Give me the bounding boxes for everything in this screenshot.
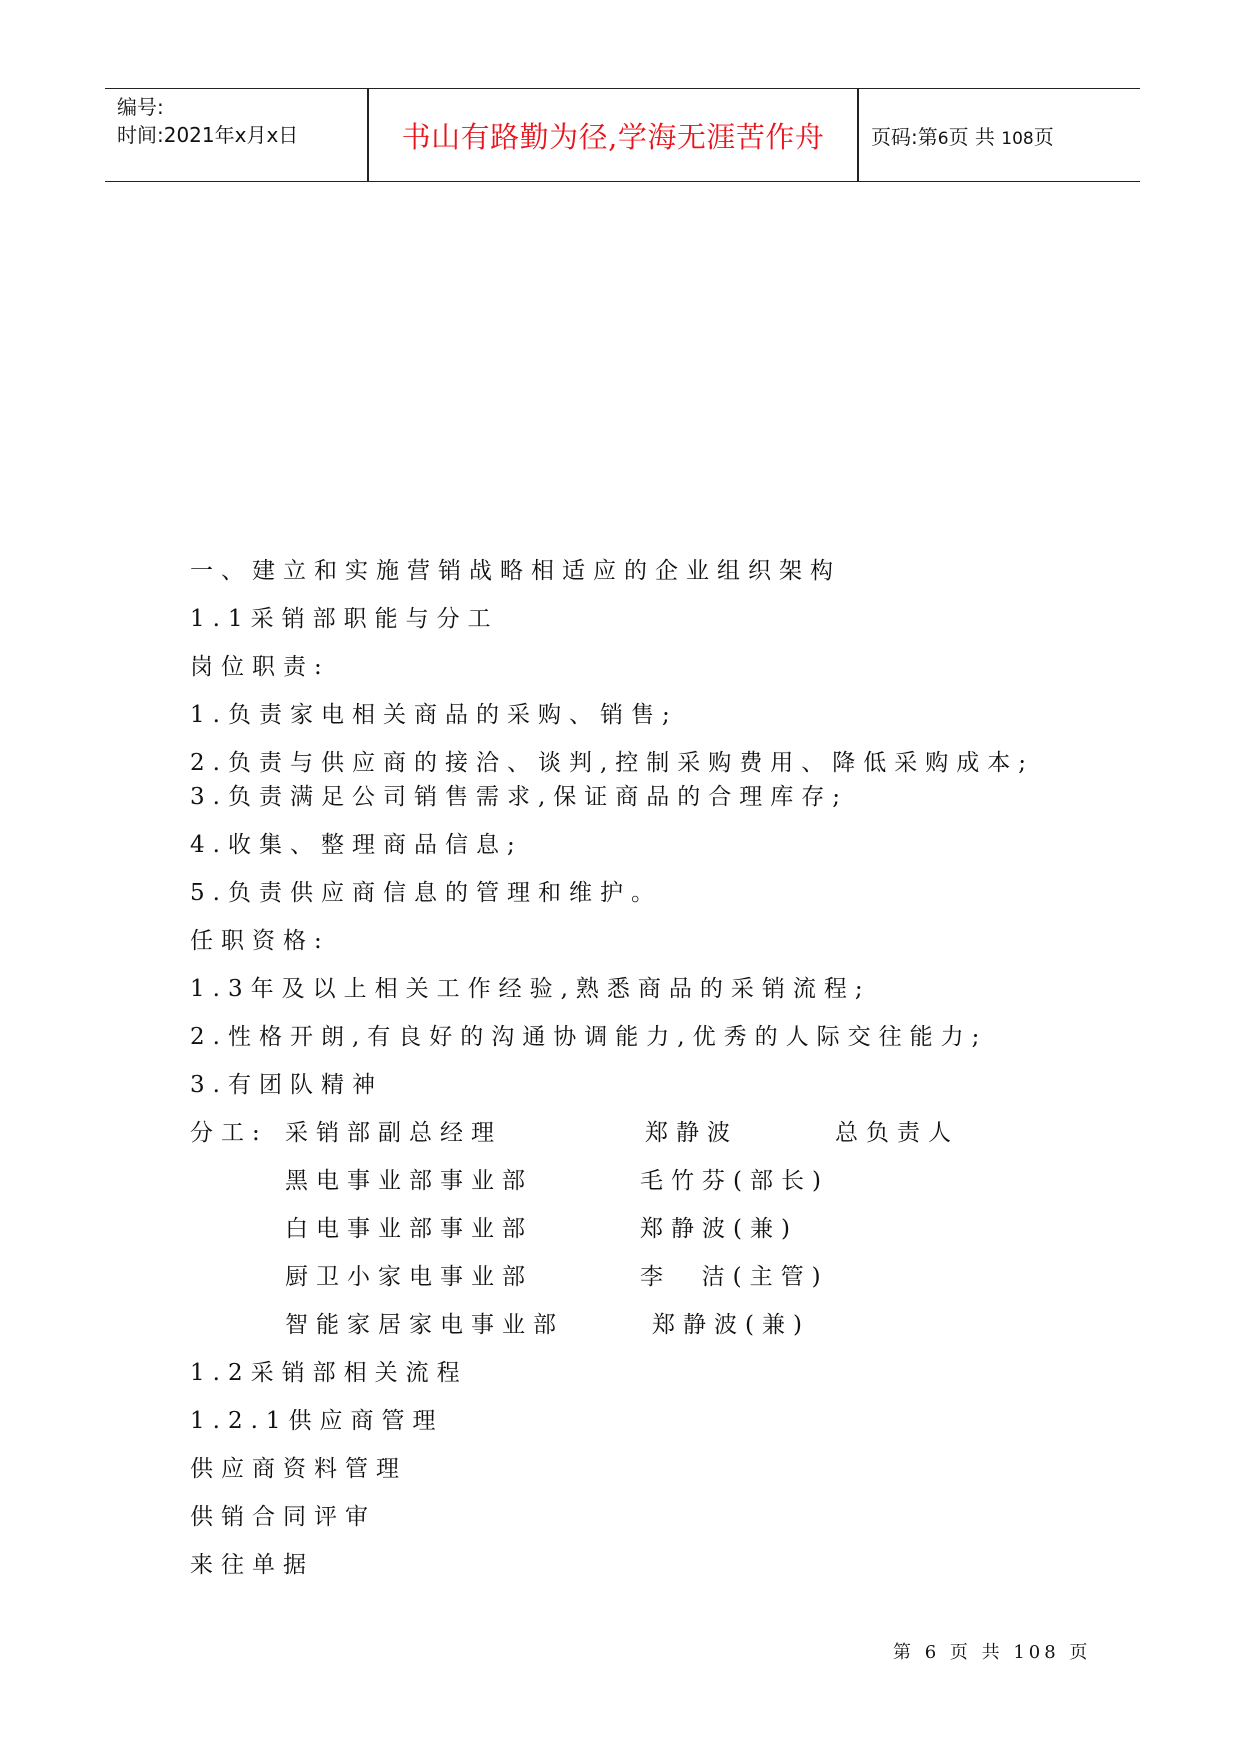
section-1-2-title: 1.2采销部相关流程: [190, 1360, 468, 1386]
header-page-indicator: [871, 121, 1054, 150]
division-role: 总负责人: [835, 1120, 959, 1146]
page-prefix: 页码:第: [871, 125, 938, 149]
division-person: 郑静波: [645, 1120, 738, 1146]
page-header: [105, 88, 1140, 182]
header-motto: 书山有路勤为径,学海无涯苦作舟: [401, 120, 825, 154]
section-heading: 一、建立和实施营销战略相适应的企业组织架构: [190, 558, 841, 584]
division-person: 毛竹芬(部长): [640, 1168, 829, 1194]
qualification-item: 1.3年及以上相关工作经验,熟悉商品的采销流程;: [190, 976, 871, 1002]
duty-item: 1.负责家电相关商品的采购、销售;: [190, 702, 678, 728]
header-divider: [857, 89, 859, 181]
division-dept: 厨卫小家电事业部: [285, 1264, 533, 1290]
division-person: 李 洁(主管): [640, 1264, 829, 1290]
section-1-2-1-title: 1.2.1供应商管理: [190, 1408, 444, 1434]
duty-item: 3.负责满足公司销售需求,保证商品的合理库存;: [190, 784, 849, 810]
time-label: 时间:2021年x月x日: [117, 123, 299, 147]
section-1-1-title: 1.1采销部职能与分工: [190, 606, 499, 632]
page-footer: 第 6 页 共 108 页: [893, 1642, 1092, 1663]
division-person: 郑静波(兼): [640, 1216, 798, 1242]
division-dept: 黑电事业部事业部: [285, 1168, 533, 1194]
serial-label: 编号:: [117, 95, 164, 119]
qualifications-title: 任职资格:: [190, 928, 330, 954]
list-item: 供销合同评审: [190, 1504, 376, 1530]
page-total: 108: [1001, 129, 1034, 149]
list-item: 来往单据: [190, 1552, 314, 1578]
page-mid: 页 共: [948, 125, 995, 149]
division-dept: 智能家居家电事业部: [285, 1312, 564, 1338]
division-dept: 采销部副总经理: [285, 1120, 502, 1146]
division-label: 分工:: [190, 1120, 268, 1146]
duty-item: 2.负责与供应商的接洽、谈判,控制采购费用、降低采购成本;: [190, 750, 1035, 776]
page-number: 6: [937, 129, 949, 149]
duty-item: 4.收集、整理商品信息;: [190, 832, 523, 858]
duty-item: 5.负责供应商信息的管理和维护。: [190, 880, 662, 906]
qualification-item: 2.性格开朗,有良好的沟通协调能力,优秀的人际交往能力;: [190, 1024, 988, 1050]
division-dept: 白电事业部事业部: [285, 1216, 533, 1242]
list-item: 供应商资料管理: [190, 1456, 407, 1482]
header-meta: [117, 93, 298, 149]
page-suffix: 页: [1033, 125, 1054, 149]
duties-title: 岗位职责:: [190, 654, 330, 680]
division-person: 郑静波(兼): [652, 1312, 810, 1338]
qualification-item: 3.有团队精神: [190, 1072, 383, 1098]
